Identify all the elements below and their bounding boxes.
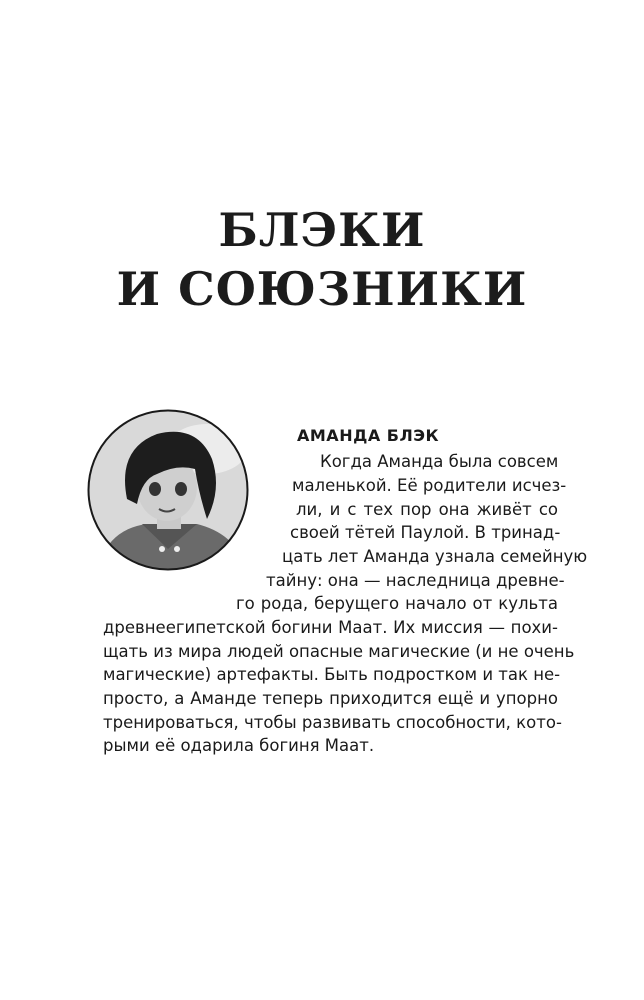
body-text-line: ли, и с тех пор она живёт со bbox=[296, 500, 558, 519]
chapter-title-line-1: БЛЭКИ bbox=[218, 203, 426, 257]
body-text-line: просто, а Аманде теперь приходится ещё и упорно bbox=[103, 689, 558, 708]
chapter-title-line-2: И СОЮЗНИКИ bbox=[116, 262, 528, 316]
body-text-line: тайну: она — наследница древне- bbox=[266, 571, 565, 590]
body-text-line: маленькой. Её родители исчез- bbox=[292, 476, 567, 495]
body-text-line: своей тётей Паулой. В тринад- bbox=[290, 523, 561, 542]
character-name-heading: АМАНДА БЛЭК bbox=[297, 426, 440, 445]
body-text-line: Когда Аманда была совсем bbox=[320, 452, 559, 471]
body-text-line: цать лет Аманда узнала семейную bbox=[282, 547, 588, 566]
body-text-line: тренироваться, чтобы развивать способности, кото- bbox=[103, 713, 562, 732]
body-text-line: древнеегипетской богини Маат. Их миссия — похи- bbox=[103, 618, 558, 637]
body-text-line: щать из мира людей опасные магические (и не очень bbox=[103, 642, 575, 661]
character-portrait-illustration bbox=[87, 409, 249, 571]
body-text-line: рыми её одарила богиня Маат. bbox=[103, 736, 375, 755]
body-text-line: магические) артефакты. Быть подростком и так не- bbox=[103, 665, 561, 684]
body-text-line: го рода, берущего начало от культа bbox=[236, 594, 558, 613]
